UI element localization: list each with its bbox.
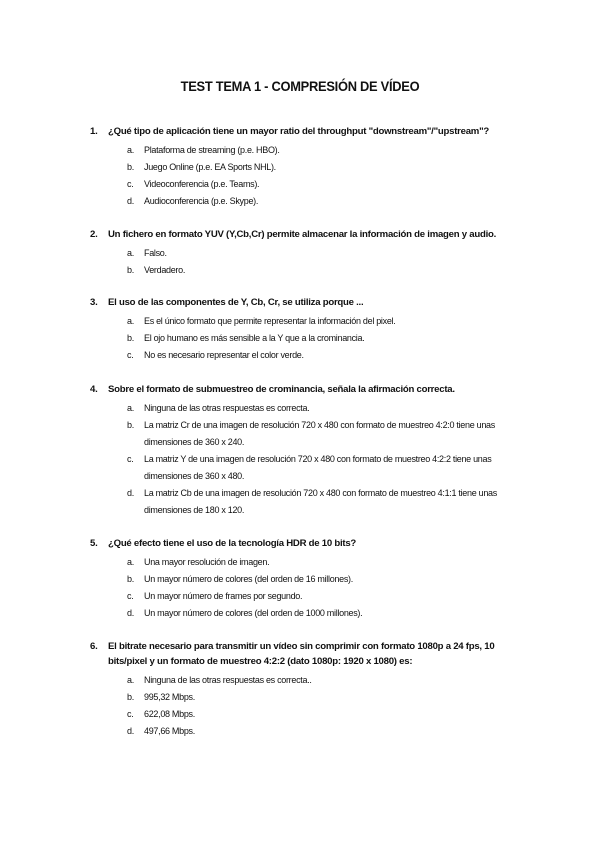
option-a <box>90 142 530 159</box>
question-header <box>90 295 530 310</box>
option-text: Ninguna de las otras respuestas es correcta.. <box>144 675 312 685</box>
option-letter: d. <box>127 196 134 206</box>
option-text: Es el único formato que permite representar la información del pixel. <box>144 316 396 326</box>
option-text: Plataforma de streaming (p.e. HBO). <box>144 145 280 155</box>
option-text: Un mayor número de frames por segundo. <box>144 591 303 601</box>
option-text: Una mayor resolución de imagen. <box>144 557 270 567</box>
option-list <box>90 400 530 519</box>
option-letter: c. <box>127 454 134 464</box>
option-text: 995,32 Mbps. <box>144 692 195 702</box>
question-4 <box>90 382 530 519</box>
question-header <box>90 382 530 397</box>
option-list <box>90 245 530 279</box>
question-header <box>90 639 530 669</box>
question-text: El bitrate necesario para transmitir un vídeo sin comprimir con formato 1080p a 24 fps, 10 bits/pixel y un formato de muestreo 4:2:2 (dato 1080p: 1920 x 1080) es: <box>108 641 495 667</box>
option-list <box>90 142 530 210</box>
option-letter: c. <box>127 709 134 719</box>
option-b <box>90 262 530 279</box>
question-2 <box>90 227 530 279</box>
option-letter: a. <box>127 316 134 326</box>
option-c <box>90 588 530 605</box>
option-a <box>90 245 530 262</box>
option-d <box>90 605 530 622</box>
option-letter: b. <box>127 692 134 702</box>
question-text: Un fichero en formato YUV (Y,Cb,Cr) permite almacenar la información de imagen y audio. <box>108 229 497 240</box>
question-5 <box>90 536 530 622</box>
option-letter: c. <box>127 350 134 360</box>
option-letter: d. <box>127 488 134 498</box>
option-text: No es necesario representar el color verde. <box>144 350 304 360</box>
option-d <box>90 193 530 210</box>
option-c <box>90 706 530 723</box>
option-text: Un mayor número de colores (del orden de 16 millones). <box>144 574 353 584</box>
option-letter: b. <box>127 162 134 172</box>
question-text: ¿Qué efecto tiene el uso de la tecnología HDR de 10 bits? <box>108 538 357 549</box>
option-letter: a. <box>127 248 134 258</box>
document-title: TEST TEMA 1 - COMPRESIÓN DE VÍDEO <box>180 78 420 94</box>
option-b <box>90 689 530 706</box>
question-text: ¿Qué tipo de aplicación tiene un mayor ratio del throughput "downstream"/"upstream"? <box>108 126 489 137</box>
question-number: 2. <box>90 229 98 240</box>
option-text: La matriz Cb de una imagen de resolución 720 x 480 con formato de muestreo 4:1:1 tiene unas dimensiones de 180 x 120. <box>144 488 497 515</box>
option-text: La matriz Cr de una imagen de resolución 720 x 480 con formato de muestreo 4:2:0 tiene unas dimensiones de 360 x 240. <box>144 420 495 447</box>
option-text: Videoconferencia (p.e. Teams). <box>144 179 260 189</box>
question-number: 6. <box>90 641 98 652</box>
option-letter: b. <box>127 265 134 275</box>
option-b <box>90 417 530 451</box>
option-a <box>90 400 530 417</box>
question-text: Sobre el formato de submuestreo de crominancia, señala la afirmación correcta. <box>108 384 455 395</box>
option-c <box>90 451 530 485</box>
option-text: Verdadero. <box>144 265 186 275</box>
question-1 <box>90 124 530 210</box>
option-letter: b. <box>127 333 134 343</box>
option-list <box>90 313 530 364</box>
option-list <box>90 554 530 622</box>
question-text: El uso de las componentes de Y, Cb, Cr, se utiliza porque ... <box>108 297 364 308</box>
option-text: Falso. <box>144 248 167 258</box>
option-text: Audioconferencia (p.e. Skype). <box>144 196 259 206</box>
option-letter: a. <box>127 557 134 567</box>
option-text: Ninguna de las otras respuestas es correcta. <box>144 403 310 413</box>
option-c <box>90 347 530 364</box>
option-letter: d. <box>127 726 134 736</box>
option-a <box>90 672 530 689</box>
option-text: 497,66 Mbps. <box>144 726 195 736</box>
option-letter: a. <box>127 675 134 685</box>
question-number: 1. <box>90 126 98 137</box>
option-letter: b. <box>127 574 134 584</box>
option-letter: a. <box>127 403 134 413</box>
question-header <box>90 227 530 242</box>
option-letter: c. <box>127 179 134 189</box>
option-text: 622,08 Mbps. <box>144 709 195 719</box>
option-a <box>90 313 530 330</box>
option-d <box>90 485 530 519</box>
option-letter: d. <box>127 608 134 618</box>
question-6 <box>90 639 530 740</box>
option-letter: c. <box>127 591 134 601</box>
option-d <box>90 723 530 740</box>
option-text: La matriz Y de una imagen de resolución 720 x 480 con formato de muestreo 4:2:2 tiene unas dimensiones de 360 x 480. <box>144 454 492 481</box>
question-header <box>90 536 530 551</box>
option-text: Un mayor número de colores (del orden de 1000 millones). <box>144 608 363 618</box>
question-3 <box>90 295 530 364</box>
option-a <box>90 554 530 571</box>
question-number: 3. <box>90 297 98 308</box>
question-number: 4. <box>90 384 98 395</box>
option-text: El ojo humano es más sensible a la Y que a la crominancia. <box>144 333 365 343</box>
option-letter: b. <box>127 420 134 430</box>
option-letter: a. <box>127 145 134 155</box>
option-list <box>90 672 530 740</box>
option-b <box>90 330 530 347</box>
option-b <box>90 571 530 588</box>
question-header <box>90 124 530 139</box>
option-b <box>90 159 530 176</box>
question-number: 5. <box>90 538 98 549</box>
option-text: Juego Online (p.e. EA Sports NHL). <box>144 162 276 172</box>
option-c <box>90 176 530 193</box>
